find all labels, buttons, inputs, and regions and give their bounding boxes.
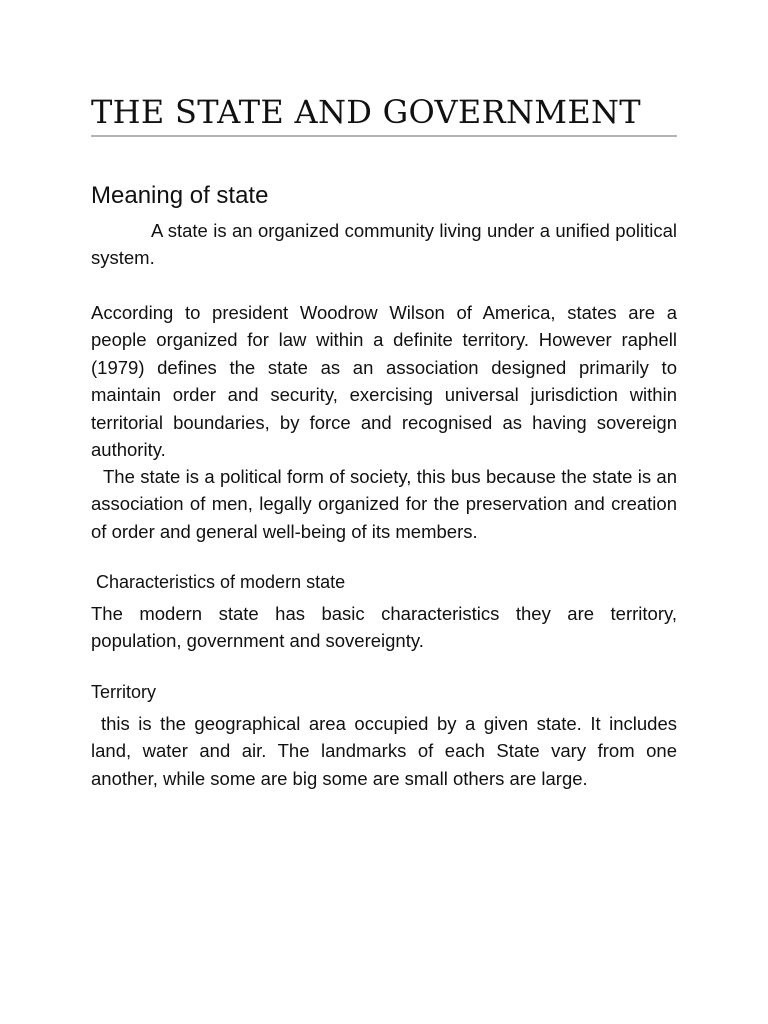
title-underline (91, 135, 677, 137)
document-title: THE STATE AND GOVERNMENT (91, 93, 641, 131)
paragraph-characteristics: The modern state has basic characteristics they are territory, population, government and sovereignty. (91, 603, 677, 652)
paragraph-political-form: The state is a political form of society, this bus because the state is an association of men, legally organized for the preservation and creation of order and general well-being of its members. (91, 466, 677, 542)
section-heading-meaning-of-state: Meaning of state (91, 182, 269, 209)
paragraph-state-definition: A state is an organized community living under a unified political system. (91, 220, 677, 269)
paragraph-territory: this is the geographical area occupied by a given state. It includes land, water and air. The landmarks of each State vary from one another, while some are big some are small others are large. (91, 713, 677, 789)
paragraph-wilson-raphell-definition: According to president Woodrow Wilson of America, states are a people organized for law within a definite territory. However raphell (1979) defines the state as an association designed primarily to maintain order and security, exercising universal jurisdiction within territorial boundaries, by force and recognised as having sovereign authority. (91, 302, 677, 461)
section-heading-territory: Territory (91, 682, 157, 702)
section-heading-characteristics: Characteristics of modern state (91, 572, 346, 592)
